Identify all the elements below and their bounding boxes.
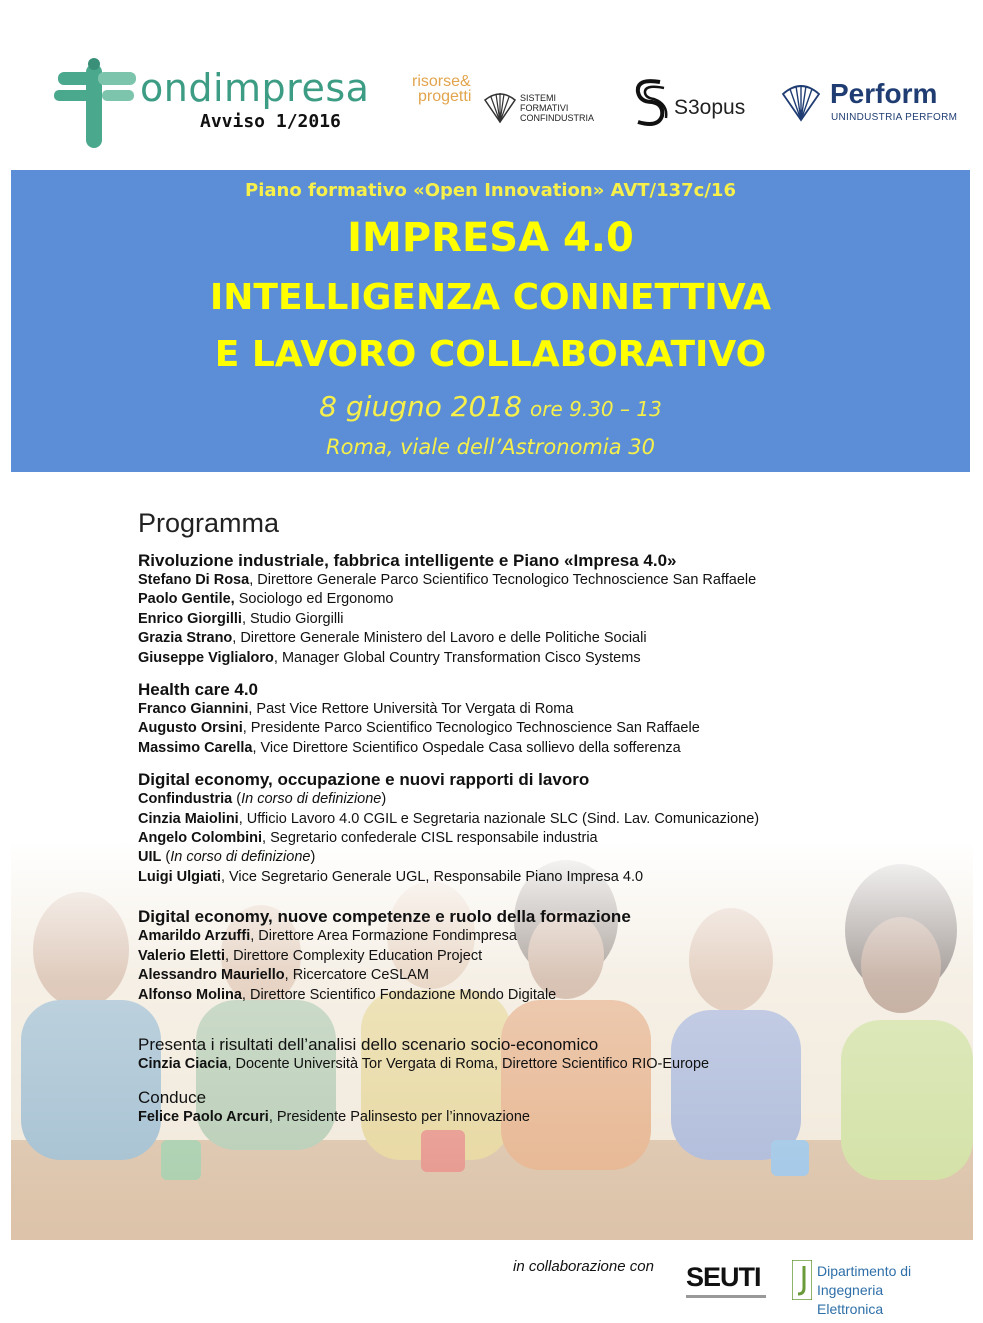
speaker-role: , Studio Giorgilli (241, 610, 344, 627)
perform-sub: UNINDUSTRIA PERFORM (831, 112, 958, 123)
confindustria-shell-icon (482, 88, 518, 124)
speaker-name: Augusto Orsini (138, 720, 243, 737)
perform-logo (780, 78, 970, 128)
section-title: Rivoluzione industriale, fabbrica intelligente e Piano «Impresa 4.0» (138, 551, 677, 570)
speaker-row (138, 590, 958, 609)
speaker-role: , Presidente Palinsesto per l’innovazione (268, 1109, 530, 1126)
speaker-row (138, 649, 958, 668)
speaker-role: , Ufficio Lavoro 4.0 CGIL e Segretaria nazionale SLC (Sind. Lav. Comunicazione) (238, 810, 760, 827)
dipartimento-logo (792, 1260, 952, 1317)
speaker-name: Enrico Giorgilli (138, 610, 242, 627)
speaker-name: Cinzia Ciacia (138, 1055, 228, 1072)
speaker-role: , Direttore Area Formazione Fondimpresa (250, 928, 517, 945)
speaker-pre: ( (161, 849, 171, 866)
speaker-row (138, 571, 958, 590)
subtitle-line-2: E LAVORO COLLABORATIVO (214, 334, 767, 375)
speaker-name: Massimo Carella (138, 739, 253, 756)
conduce-section (138, 1088, 958, 1127)
program-section (138, 907, 958, 1005)
speaker-name: UIL (138, 849, 162, 866)
speaker-name: Angelo Colombini (138, 830, 263, 847)
speaker-tbd: In corso di definizione (170, 849, 311, 866)
dipartimento-line-2: Ingegneria Elettronica (817, 1282, 884, 1317)
speaker-row (138, 868, 958, 887)
conduce-title: Conduce (138, 1088, 207, 1108)
sistemi-formativi-text (520, 93, 594, 123)
fondimpresa-name: ondimpresa (140, 66, 370, 110)
title-banner (11, 170, 970, 472)
sub-line-1: SISTEMI (520, 93, 557, 103)
risorse-line: risorse& (412, 73, 471, 90)
program-section (138, 680, 958, 758)
main-title: IMPRESA 4.0 (347, 215, 634, 261)
speaker-role: ) (381, 791, 387, 808)
speaker-row (138, 1108, 958, 1127)
subtitle-line-1: INTELLIGENZA CONNETTIVA (209, 277, 772, 318)
hours-text: ore 9.30 – 13 (530, 397, 662, 421)
program-heading: Programma (138, 508, 280, 538)
seuti-name: SEUTI (686, 1262, 761, 1292)
speaker-role: , Docente Università Tor Vergata di Roma, Direttore Scientifico RIO-Europe (227, 1055, 710, 1072)
speaker-role: , Segretario confederale CISL responsabile industria (262, 830, 598, 847)
presenta-section (138, 1035, 958, 1074)
section-title: Health care 4.0 (138, 680, 259, 700)
s3opus-logo (630, 74, 760, 134)
speaker-row (138, 966, 958, 985)
speaker-row (138, 1055, 958, 1074)
speaker-role: , Vice Segretario Generale UGL, Responsabile Piano Impresa 4.0 (220, 868, 644, 885)
speaker-row (138, 810, 958, 829)
speaker-role: , Past Vice Rettore Università Tor Vergata di Roma (248, 701, 574, 718)
dipartimento-line-1: Dipartimento di (817, 1263, 912, 1279)
s3-swirl-icon (630, 74, 670, 130)
perform-shell-icon (780, 80, 822, 122)
seuti-logo (686, 1262, 766, 1302)
speaker-row (138, 829, 958, 848)
speaker-name: Amarildo Arzuffi (138, 928, 251, 945)
sub-line-3: CONFINDUSTRIA (520, 113, 594, 123)
speaker-name: Giuseppe Viglialoro (138, 649, 274, 666)
speaker-row (138, 947, 958, 966)
speaker-role: Sociologo ed Ergonomo (234, 591, 394, 608)
program-section (138, 551, 958, 668)
dipartimento-mark-icon (792, 1260, 812, 1300)
speaker-tbd: In corso di definizione (241, 791, 382, 808)
speaker-role: , Ricercatore CeSLAM (284, 967, 429, 984)
speaker-role: , Vice Direttore Scientifico Ospedale Casa sollievo della sofferenza (252, 739, 681, 756)
speaker-role: , Manager Global Country Transformation Cisco Systems (273, 649, 641, 666)
collaboration-label: in collaborazione con (513, 1258, 654, 1275)
speaker-role: , Direttore Scientifico Fondazione Mondo Digitale (241, 986, 557, 1003)
event-place: Roma, viale dell’Astronomia 30 (325, 435, 655, 459)
dipartimento-text (817, 1262, 952, 1319)
progetti-line: progetti (418, 88, 472, 105)
risorse-progetti-logo (412, 74, 612, 134)
speaker-pre: ( (232, 791, 242, 808)
speaker-row (138, 629, 958, 648)
risorse-progetti-text (412, 74, 471, 104)
s3opus-name: S3opus (674, 96, 746, 119)
section-title: Digital economy, occupazione e nuovi rapporti di lavoro (138, 770, 590, 790)
speaker-name: Alessandro Mauriello (138, 967, 285, 984)
speaker-name: Cinzia Maiolini (138, 810, 239, 827)
sub-line-2: FORMATIVI (520, 103, 569, 113)
fondimpresa-f-icon (52, 56, 142, 152)
event-date (11, 390, 970, 423)
speaker-row (138, 986, 958, 1005)
speaker-row (138, 610, 958, 629)
speaker-row (138, 790, 958, 809)
speaker-name: Confindustria (138, 791, 233, 808)
seuti-underline (686, 1295, 766, 1298)
fondimpresa-avviso: Avviso 1/2016 (200, 111, 341, 132)
speaker-name: Alfonso Molina (138, 986, 242, 1003)
speaker-name: Valerio Eletti (138, 947, 226, 964)
speaker-name: Grazia Strano (138, 630, 233, 647)
program-section (138, 770, 958, 887)
speaker-row (138, 719, 958, 738)
speaker-row (138, 700, 958, 719)
fondimpresa-logo (52, 56, 372, 156)
speaker-row (138, 927, 958, 946)
speaker-role: , Presidente Parco Scientifico Tecnologico Technoscience San Raffaele (242, 720, 700, 737)
date-text: 8 giugno 2018 (319, 390, 522, 423)
program (138, 508, 958, 1140)
speaker-role: , Direttore Complexity Education Project (225, 947, 483, 964)
speaker-name: Stefano Di Rosa (138, 572, 250, 588)
speaker-name: Luigi Ulgiati (138, 868, 221, 885)
speaker-name: Paolo Gentile, (138, 591, 235, 608)
speaker-row (138, 739, 958, 758)
speaker-row (138, 848, 958, 867)
plan-title: Piano formativo «Open Innovation» AVT/137c/16 (245, 180, 736, 201)
section-title: Digital economy, nuove competenze e ruolo della formazione (138, 907, 631, 927)
speaker-role: , Direttore Generale Parco Scientifico Tecnologico Technoscience San Raffaele (249, 572, 757, 588)
speaker-role: ) (310, 849, 316, 866)
speaker-role: , Direttore Generale Ministero del Lavoro e delle Politiche Sociali (232, 630, 647, 647)
perform-name: Perform (830, 78, 938, 109)
speaker-name: Franco Giannini (138, 701, 249, 718)
speaker-name: Felice Paolo Arcuri (138, 1109, 269, 1126)
presenta-title: Presenta i risultati dell’analisi dello scenario socio-economico (138, 1034, 599, 1054)
